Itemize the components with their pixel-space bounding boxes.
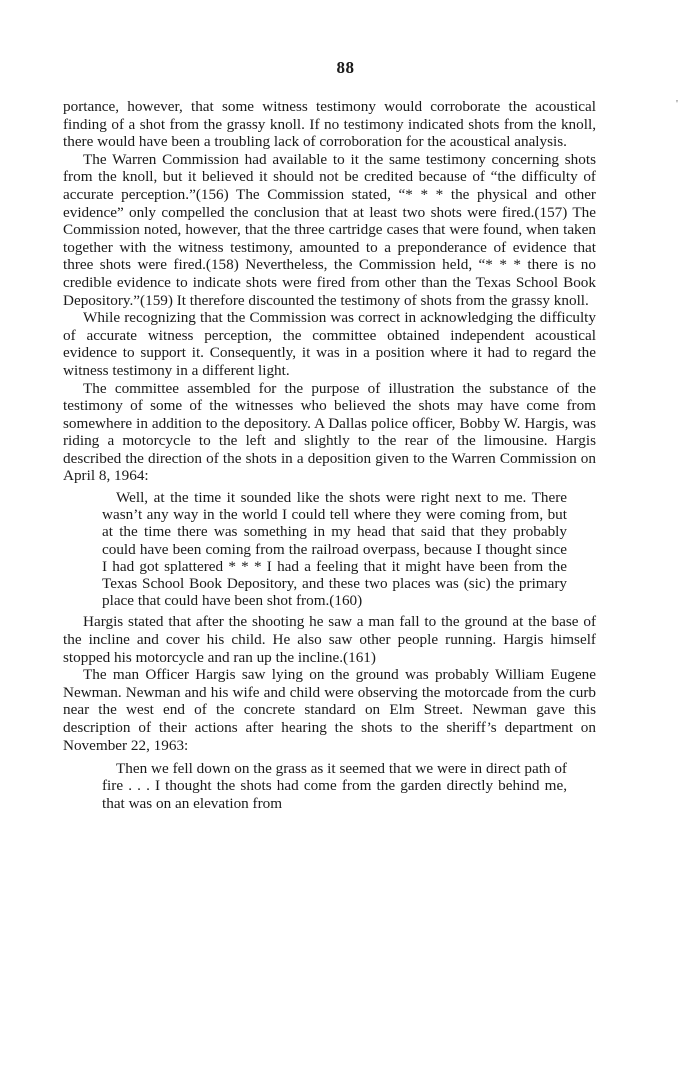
paragraph-hargis-stated: Hargis stated that after the shooting he saw a man fall to the ground at the base of the incline and cover his child. He also saw other people running. Hargis himself stopped his motorcycle and ran up the incline.(161) [63,613,596,666]
margin-mark: ' [676,98,678,110]
paragraph-committee-evidence: While recognizing that the Commission was correct in acknowledging the difficulty of accurate witness perception, the committee obtained independent acoustical evidence to support it. Consequently, it was in a position where it had to regard the witness testimony in a different light. [63,309,596,379]
block-quote-hargis: Well, at the time it sounded like the shots were right next to me. There wasn’t any way in the world I could tell where they were coming from, but at the time there was something in my head that said that they probably could have been coming from the railroad overpass, because I thought since I had got splattered * * * I had a feeling that it might have been from the Texas School Book Depository, and these two places was (sic) the primary place that could have been shot from.(160) [102,489,567,610]
document-body [63,98,596,813]
page-number: 88 [336,58,355,77]
paragraph-hargis-intro: The committee assembled for the purpose of illustration the substance of the testimony of some of the witnesses who believed the shots may have come from somewhere in addition to the depository. A Dallas police officer, Bobby W. Hargis, was riding a motorcycle to the left and slightly to the rear of the limousine. Hargis described the direction of the shots in a deposition given to the Warren Commission on April 8, 1964: [63,379,596,485]
paragraph-newman: The man Officer Hargis saw lying on the ground was probably William Eugene Newman. Newman and his wife and child were observing the motorcade from the curb near the west end of the concrete standard on Elm Street. Newman gave this description of their actions after hearing the shots to the sheriff’s department on November 22, 1963: [63,666,596,754]
paragraph-continuation: portance, however, that some witness testimony would corroborate the acoustical finding of a shot from the grassy knoll. If no testimony indicated shots from the knoll, there would have been a troubling lack of corroboration for the acoustical analysis. [63,98,596,151]
block-quote-newman: Then we fell down on the grass as it seemed that we were in direct path of fire . . . I thought the shots had come from the garden directly behind me, that was on an elevation from [102,760,567,812]
paragraph-warren-commission: The Warren Commission had available to it the same testimony concerning shots from the knoll, but it believed it should not be credited because of “the difficulty of accurate perception.”(156) The Commission stated, “* * * the physical and other evidence” only compelled the conclusion that at least two shots were fired.(157) The Commission noted, however, that the three cartridge cases that were found, when taken together with the witness testimony, amounted to a preponderance of evidence that three shots were fired.(158) Nevertheless, the Commission held, “* * * there is no credible evidence to indicate shots were fired from other than the Texas School Book Depository.”(159) It therefore discounted the testimony of shots from the grassy knoll. [63,150,596,309]
